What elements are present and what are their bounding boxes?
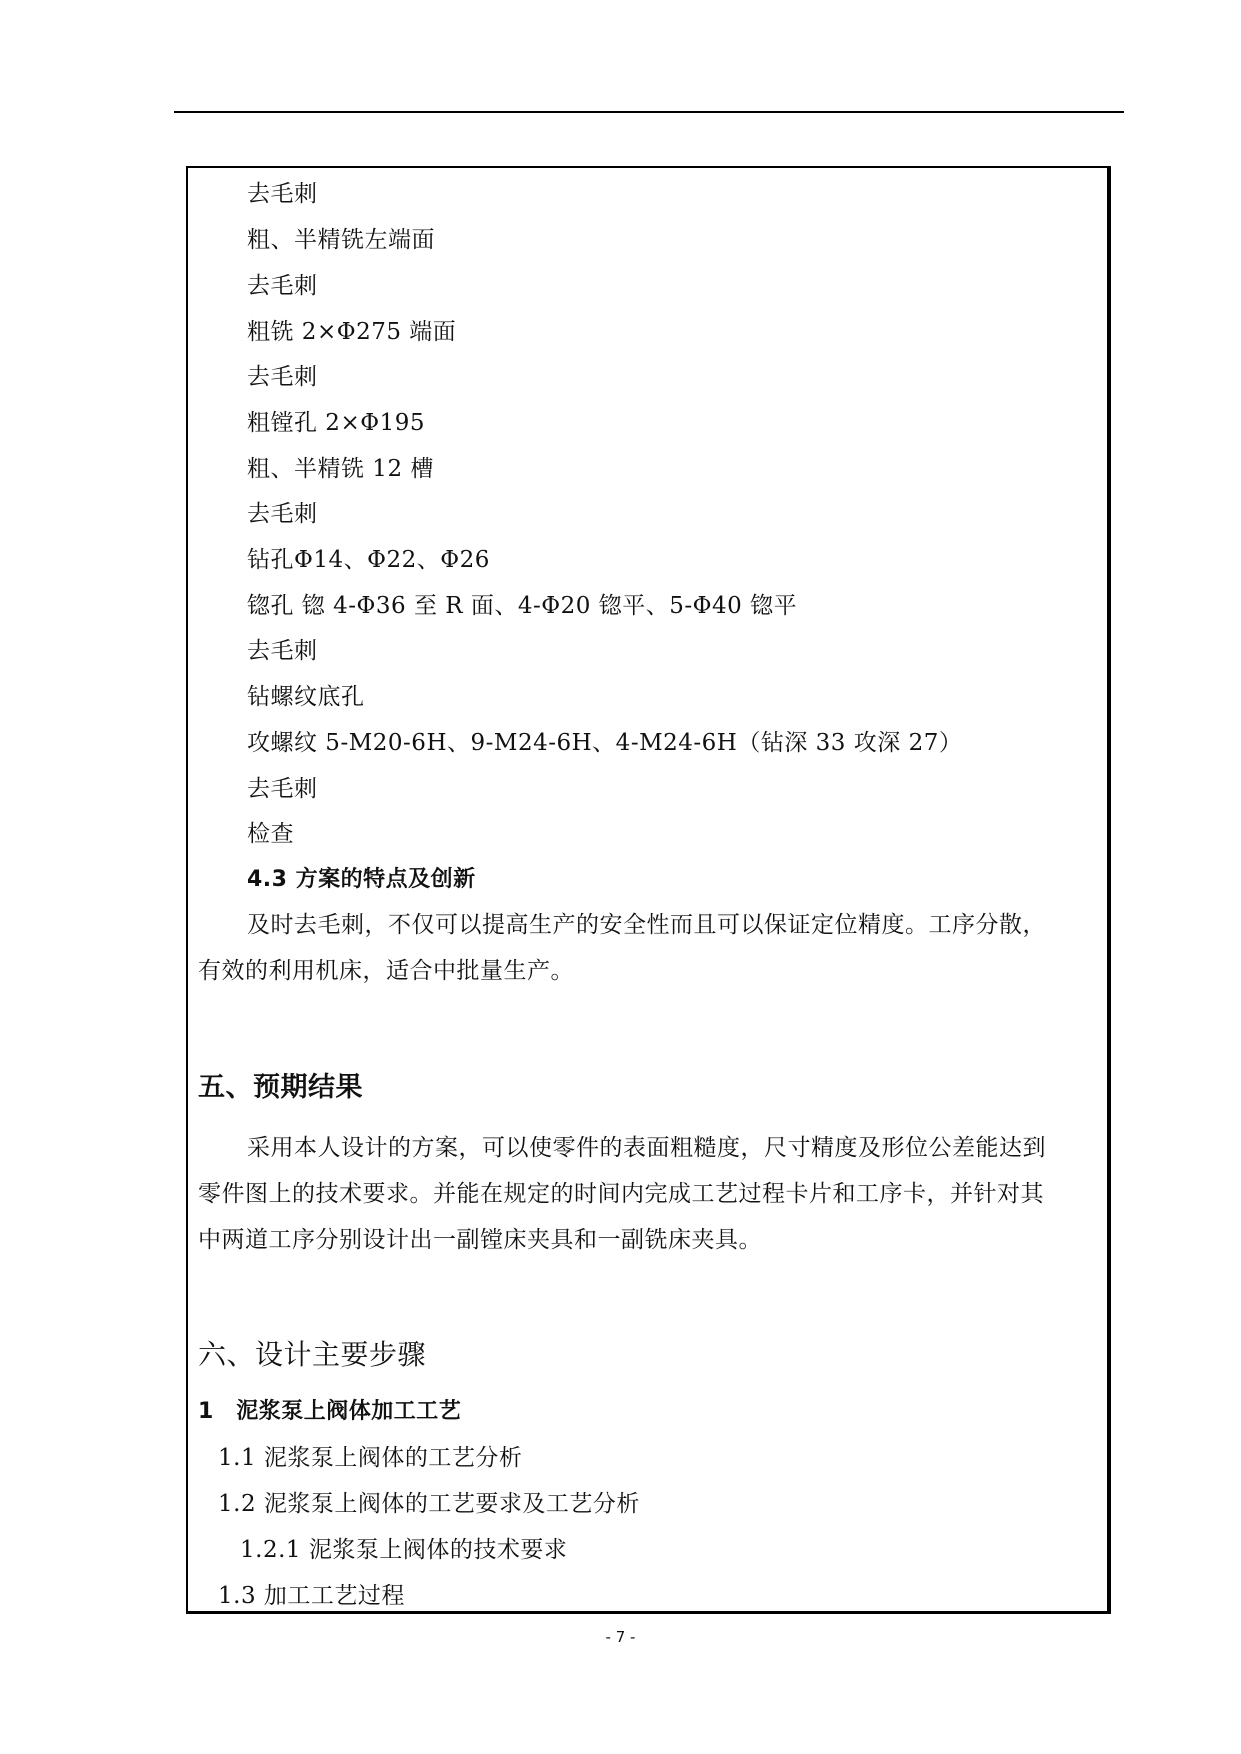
paragraph-line: 中两道工序分别设计出一副镗床夹具和一副铣床夹具。: [198, 1227, 762, 1253]
outline-item-level2: 1.1 泥浆泵上阀体的工艺分析: [218, 1445, 523, 1471]
section-heading-6: 六、设计主要步骤: [198, 1338, 427, 1371]
process-step: 去毛刺: [247, 181, 318, 207]
process-step: 钻孔Φ14、Φ22、Φ26: [247, 547, 490, 573]
process-step: 去毛刺: [247, 273, 318, 299]
section-heading-5: 五、预期结果: [198, 1072, 363, 1103]
process-step: 去毛刺: [247, 776, 318, 802]
paragraph-line: 采用本人设计的方案，可以使零件的表面粗糙度，尺寸精度及形位公差能达到: [247, 1135, 1046, 1161]
process-step: 去毛刺: [247, 638, 318, 664]
paragraph-line: 零件图上的技术要求。并能在规定的时间内完成工艺过程卡片和工序卡，并针对其: [198, 1181, 1044, 1207]
process-step: 锪孔 锪 4-Φ36 至 R 面、4-Φ20 锪平、5-Φ40 锪平: [247, 593, 798, 619]
outline-item-level3: 1.2.1 泥浆泵上阀体的技术要求: [240, 1537, 568, 1563]
process-step: 攻螺纹 5-M20-6H、9-M24-6H、4-M24-6H（钻深 33 攻深 27）: [247, 730, 963, 756]
outline-item-level2: 1.2 泥浆泵上阀体的工艺要求及工艺分析: [218, 1491, 640, 1517]
process-step: 去毛刺: [247, 501, 318, 527]
outline-item-level2: 1.3 加工工艺过程: [218, 1583, 405, 1609]
outline-item-level1: 1 泥浆泵上阀体加工工艺: [198, 1399, 462, 1424]
process-step: 粗铣 2×Φ275 端面: [247, 319, 457, 345]
header-rule: [174, 111, 1124, 113]
process-step: 粗、半精铣左端面: [247, 227, 435, 253]
process-step: 检查: [247, 821, 294, 847]
process-step: 去毛刺: [247, 364, 318, 390]
paragraph-line: 有效的利用机床，适合中批量生产。: [198, 958, 574, 984]
paragraph-line: 及时去毛刺，不仅可以提高生产的安全性而且可以保证定位精度。工序分散，: [247, 912, 1046, 938]
subsection-heading-4-3: 4.3 方案的特点及创新: [247, 867, 476, 892]
process-step: 钻螺纹底孔: [247, 684, 365, 710]
process-step: 粗镗孔 2×Φ195: [247, 410, 425, 436]
process-step: 粗、半精铣 12 槽: [247, 456, 434, 482]
page-number: - 7 -: [605, 1628, 636, 1646]
